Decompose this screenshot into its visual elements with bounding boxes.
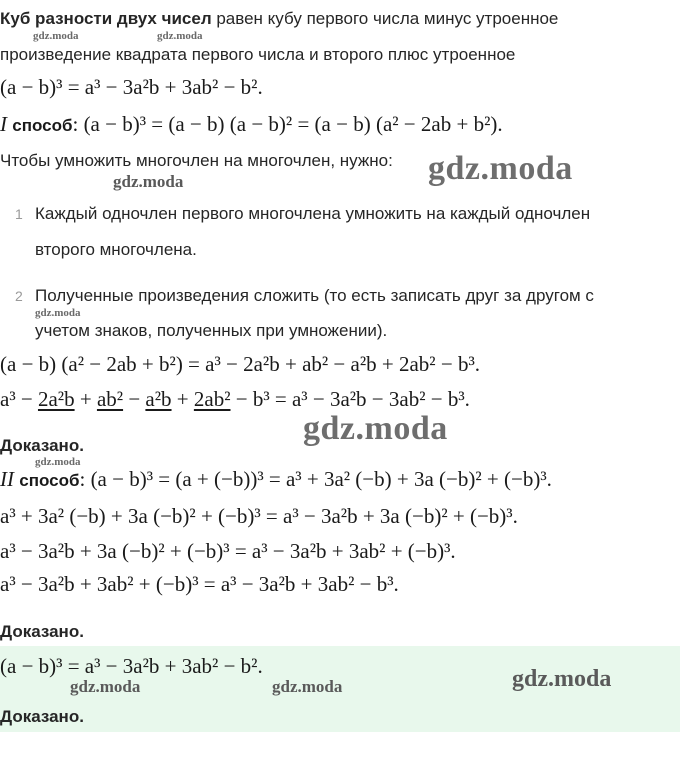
intro-line-1	[0, 8, 558, 30]
step-2-number: 2	[15, 288, 23, 304]
watermark-big-2: gdz.moda	[303, 410, 448, 447]
calc-2-part-b: +	[74, 387, 97, 411]
proved-2: Доказано.	[0, 622, 84, 641]
step-1-line-1: Каждый одночлен первого многочлена умножить на каждый одночлен	[35, 204, 591, 223]
method-1-label: способ	[12, 116, 73, 135]
watermark-mid-1: gdz.moda	[113, 172, 184, 191]
calc-2-underlined-1: 2a²b	[37, 387, 75, 411]
method-2-step-3: a³ − 3a²b + 3ab² + (−b)³ = a³ − 3a²b + 3ab² − b³.	[0, 572, 399, 596]
method-2-roman: II	[0, 467, 14, 491]
rule-intro: Чтобы умножить многочлен на многочлен, нужно:	[0, 151, 393, 170]
formula-main: (a − b)³ = a³ − 3a²b + 3ab² − b².	[0, 75, 263, 99]
calc-2-part-d: +	[171, 387, 194, 411]
calc-line-2	[0, 385, 470, 413]
calc-line-1: (a − b) (a² − 2ab + b²) = a³ − 2a²b + ab² − a²b + 2ab² − b³.	[0, 352, 480, 376]
proved-3: Доказано.	[0, 707, 84, 726]
method-2-line	[0, 465, 552, 495]
watermark-small-2: gdz.moda	[157, 30, 203, 42]
method-2-step-2: a³ − 3a²b + 3a (−b)² + (−b)³ = a³ − 3a²b + 3ab² + (−b)³.	[0, 539, 456, 563]
method-1-math: : (a − b)³ = (a − b) (a − b)² = (a − b) (a² − 2ab + b²).	[72, 112, 503, 136]
step-1-number: 1	[15, 206, 23, 222]
step-2-line-1: Полученные произведения сложить (то есть записать друг за другом с	[35, 286, 594, 305]
method-2-label: способ	[19, 471, 80, 490]
calc-2-part-c: −	[123, 387, 146, 411]
calc-2-underlined-4: 2ab²	[193, 387, 231, 411]
step-1-line-2: второго многочлена.	[35, 240, 197, 259]
final-formula: (a − b)³ = a³ − 3a²b + 3ab² − b².	[0, 654, 263, 678]
watermark-mid-2: gdz.moda	[70, 677, 141, 696]
method-2-step-1: a³ + 3a² (−b) + 3a (−b)² + (−b)³ = a³ − 3a²b + 3a (−b)² + (−b)³.	[0, 504, 518, 528]
calc-2-part-e: − b³ = a³ − 3a²b − 3ab² − b³.	[230, 387, 470, 411]
watermark-small-4: gdz.moda	[35, 456, 81, 468]
intro-rest: равен кубу первого числа минус утроенное	[211, 9, 559, 28]
term-bold: Куб разности двух чисел	[0, 9, 212, 28]
intro-line-2: произведение квадрата первого числа и второго плюс утроенное	[0, 45, 516, 64]
watermark-small-3: gdz.moda	[35, 307, 81, 319]
watermark-big-1: gdz.moda	[428, 150, 573, 187]
watermark-mid-3: gdz.moda	[272, 677, 343, 696]
proved-1: Доказано.	[0, 436, 84, 455]
method-1-line	[0, 110, 503, 140]
method-1-roman: I	[0, 112, 7, 136]
calc-2-underlined-2: ab²	[96, 387, 124, 411]
method-2-math: : (a − b)³ = (a + (−b))³ = a³ + 3a² (−b) + 3a (−b)² + (−b)³.	[79, 467, 552, 491]
watermark-mid-4: gdz.moda	[512, 666, 612, 692]
calc-2-underlined-3: a²b	[145, 387, 172, 411]
watermark-small-1: gdz.moda	[33, 30, 79, 42]
step-2-line-2: учетом знаков, полученных при умножении).	[35, 321, 388, 340]
calc-2-part-a: a³ −	[0, 387, 38, 411]
